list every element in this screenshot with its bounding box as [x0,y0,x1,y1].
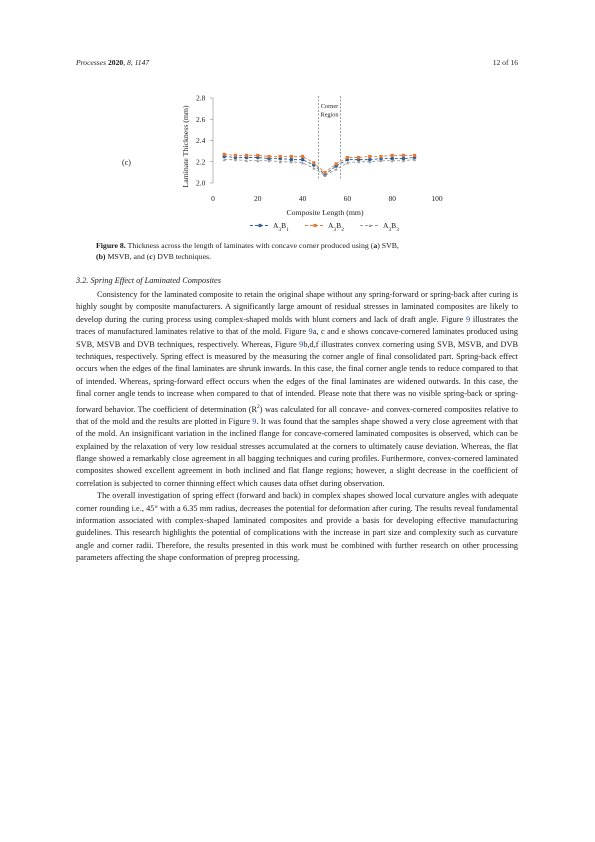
legend-label-A3B3: $A_3B_3$ [383,221,399,233]
series-line [224,160,414,176]
thickness-chart [0,85,595,245]
series-group [222,153,416,177]
data-point [245,154,248,157]
legend-label-A3B1: $A_3B_1$ [273,221,289,233]
data-point [258,224,262,228]
paragraph-2: The overall investigation of spring effect (forward and back) in complex shapes showed local curvature angles with adequate corner rounding i.e., 45° with a 6.35 mm radius, decreases the potential for deformation after curing. The results reveal fundamental information associated with complex-shaped laminated composites and provide a basis for developing effective manufacturing guidelines. This research highlights the potential of complications with the increase in part size and complexity such as curvature angle and corner radii. Therefore, the results presented in this work must be combined with further research on other processing parameters affecting the shape conformation of prepreg processing. [76,491,518,563]
y-axis-label: Laminate Thickness (mm) [181,105,190,188]
legend-label-A3B2: $A_3B_2$ [328,221,344,233]
figure-caption [96,240,518,262]
chart-legend [250,221,399,233]
data-point [346,156,349,159]
series-A3B2 [223,153,417,174]
article-number: 1147 [134,58,150,67]
section-title: 3.2. Spring Effect of Laminated Composites [76,276,221,285]
figure-ref-link[interactable]: 9 [465,314,471,324]
y-tick-label: 2.0 [196,178,206,188]
data-point [413,154,416,157]
figure-ref-link[interactable]: 9 [308,327,313,337]
caption-a: a [373,241,378,250]
p1-part-b: illustrates the traces of manufactured laminates relative to that of the mold. Figure [76,314,519,337]
data-point [312,161,315,164]
x-axis-label: Composite Length (mm) [286,208,364,217]
data-point [290,155,293,158]
x-tick-label: 0 [211,194,215,203]
data-point [391,154,394,157]
series-line [224,154,414,172]
caption-b: (b) [96,252,106,261]
series-A3B1 [222,155,416,177]
page-number: 12 of 16 [492,58,518,67]
series-A3B3 [223,158,416,177]
x-tick-label: 60 [343,194,352,203]
data-point [335,168,338,171]
p1-part-a: Consistency for the laminated composite to retain the original shape without any spring-forward or spring-back after curing is highly sought by composite manufacturers. A significantly large amount of residual stresses in laminated composites are likely to develop during the curing process using complex-shaped molds with blunt corners and lack of draft angle. Figure [76,290,518,324]
y-tick-label: 2.8 [196,93,206,103]
x-tick-label: 100 [431,194,443,203]
figure-ref-link[interactable]: 9 [252,416,257,426]
p1-part-f: . It was found that the samples shape showed a very close agreement with that of the mold. An insignificant variation in the inclined flange for concave-cornered laminated composites is observed, which can be explained by the relaxation of very low residual stresses accumulated at the corners to ultimately cause deviation. Whereas, the flat flange showed a remarkably close agreement in all bagging techniques and curing profiles. Furthermore, convex-cornered laminated composites showed excellent agreement in both inclined and flat flange regions; however, a slight decrease in the coefficient of correlation is subjected to corner thinning effect which causes data offset during observation. [76,416,518,488]
corner-region-label: Region [320,111,339,119]
caption-text-2: ) SVB, [377,241,399,250]
data-point [402,154,405,157]
data-point [256,154,259,157]
caption-text-3: MSVB, and ( [107,252,150,261]
caption-text-1: Thickness across the length of laminates with concave corner produced using ( [127,241,374,250]
p1-part-e: ) was calculated for all concave- and convex-cornered composites relative to that of the mold and the results are plotted in Figure [76,404,519,426]
data-point [301,155,304,158]
caption-c: c [149,252,153,261]
data-point [368,155,371,158]
y-tick-label: 2.2 [196,157,206,167]
caption-text-4: ) DVB techniques. [152,252,212,261]
data-point [267,155,270,158]
data-point [301,158,305,162]
corner-region-label: Corner [320,103,339,110]
x-tick-label: 80 [388,194,396,203]
p1-part-c: a, c and e shows concave-cornered laminates produced using SVB, MSVB and DVB techniques, respectively. Whereas, Figure [76,327,518,349]
y-tick-label: 2.4 [196,136,206,145]
panel-label: (c) [122,158,131,167]
journal-name: Processes [76,58,107,67]
caption-label: Figure 8. [96,241,126,250]
p1-part-d: b,d,f illustrates convex cornering using SVB, MSVB, and DVB techniques, respectively. Spring effect is measured by the measuring the corner angle of final consolidated part. Spring-back effect occurs when the edges of the final laminates are shrunk inwards. In this case, the final corner angle tends to reduce compared to that of intended. Whereas, spring-forward effect occurs when the edges of the final laminates are widened outwards. In this case, the final corner angle tends to increase when compared to that of intended. Please note that there was no visible spring-back or spring-forward behavior. The coefficient of determination (R [76,339,518,414]
paragraph-1 [76,289,518,490]
data-point [234,154,237,157]
journal-volume: 8 [126,58,131,67]
y-tick-label: 2.6 [196,114,206,124]
journal-year: 2020 [108,58,124,67]
data-point [279,155,282,158]
running-header-citation: Processes 2020, 8, 1147 [76,58,150,67]
x-tick-label: 20 [254,194,262,203]
x-tick-label: 40 [298,194,307,203]
figure-ref-link[interactable]: 9 [299,339,304,349]
data-point [323,171,326,174]
body-text [76,289,518,565]
data-point [357,156,360,159]
data-point [313,224,316,227]
data-point [335,162,338,165]
superscript-2: 2 [257,403,260,410]
data-point [379,155,382,158]
data-point [223,153,226,156]
